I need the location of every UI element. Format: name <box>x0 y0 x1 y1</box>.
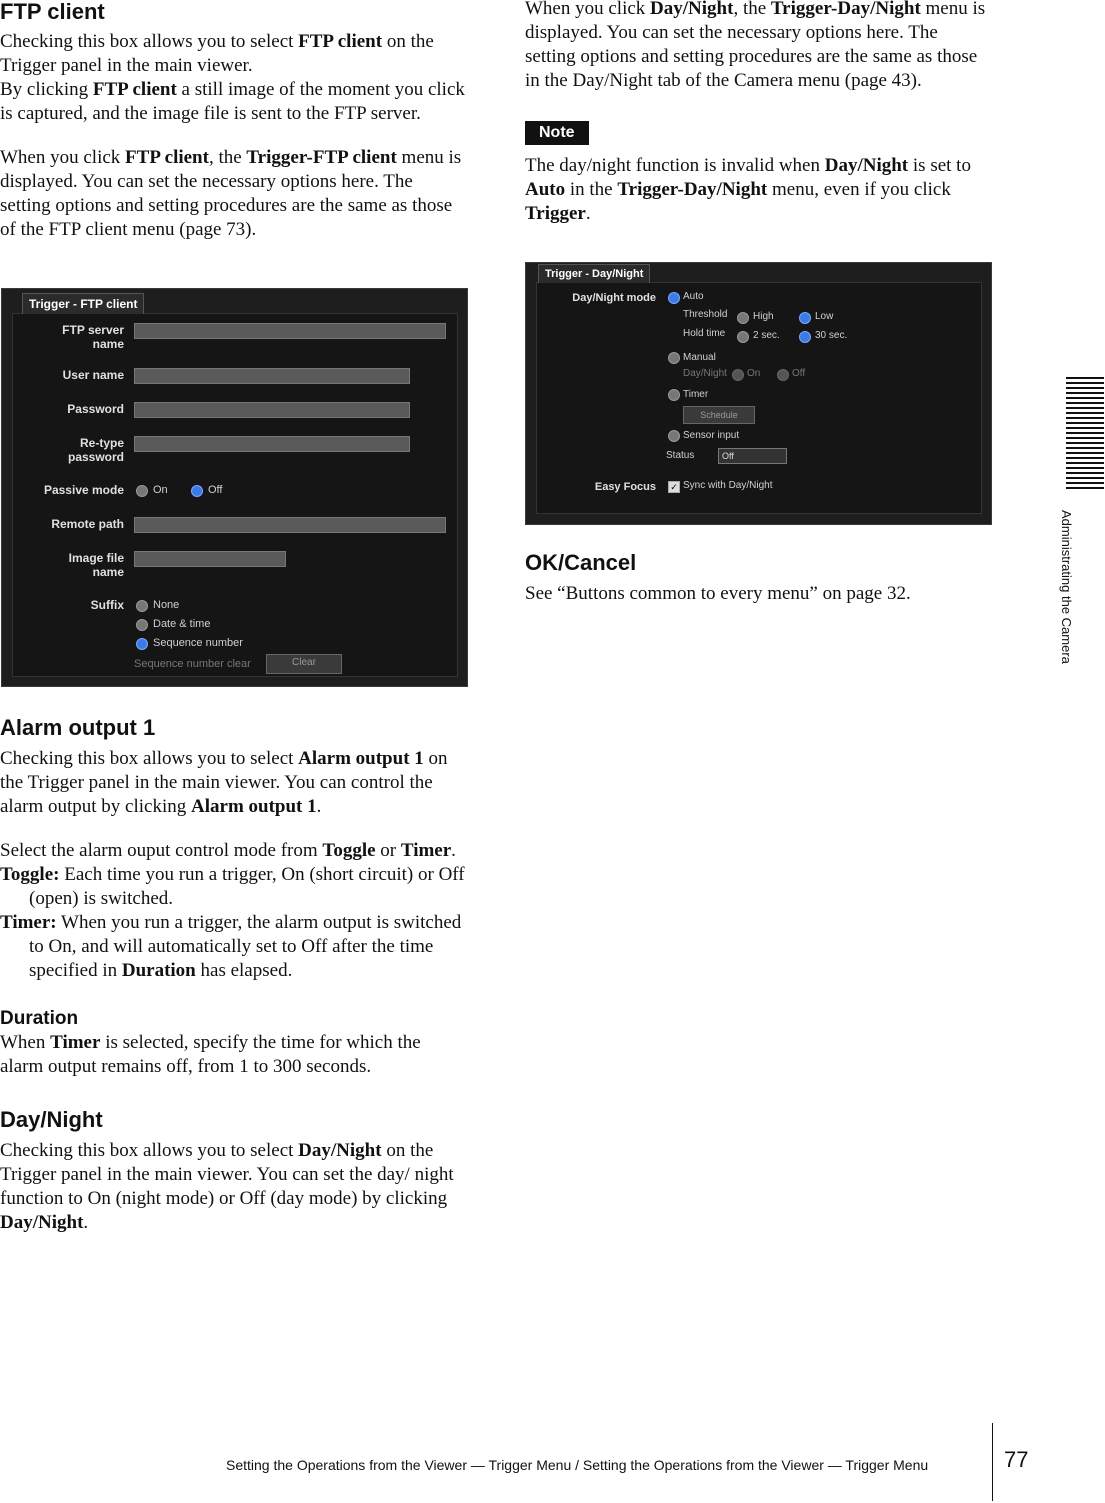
footer-divider <box>992 1423 993 1501</box>
passive-on-label: On <box>153 484 168 496</box>
threshold-low-label: Low <box>815 311 834 322</box>
sync-checkbox[interactable]: ✓ <box>668 481 680 493</box>
dn-intro-paragraph: When you click Day/Night, the Trigger-Day/Night menu is displayed. You can set the necessary options here. The setting options and setting procedures are the same as those in the Day/Night tab of the Camera menu (page 43). <box>525 0 986 91</box>
passive-mode-label: Passive mode <box>43 483 124 497</box>
suffix-label: Suffix <box>90 598 124 612</box>
remote-path-field[interactable] <box>134 517 446 533</box>
status-field: Off <box>718 448 787 464</box>
footer-breadcrumb: Setting the Operations from the Viewer — Trigger Menu / Setting the Operations from the Viewer — Trigger Menu <box>226 1457 929 1473</box>
passive-on-radio[interactable] <box>136 485 148 497</box>
ftp-server-label: FTP server name <box>62 323 124 351</box>
duration-heading: Duration <box>0 1008 79 1029</box>
ftp-panel-tab[interactable]: Trigger - FTP client <box>22 293 144 314</box>
ftp-paragraph-1: Checking this box allows you to select FTP client on the Trigger panel in the main viewer. <box>0 31 434 76</box>
suffix-sequence-label: Sequence number <box>153 637 243 649</box>
auto-label: Auto <box>683 291 704 302</box>
right-column-lower <box>525 550 993 606</box>
manual-label: Manual <box>683 352 716 363</box>
image-file-name-field[interactable] <box>134 551 286 567</box>
passive-off-label: Off <box>208 484 223 496</box>
timer-label: Timer <box>683 389 709 400</box>
suffix-date-radio[interactable] <box>136 619 148 631</box>
auto-radio[interactable] <box>668 292 680 304</box>
threshold-label: Threshold <box>683 309 728 320</box>
sequence-clear-label: Sequence number clear <box>134 658 251 670</box>
suffix-none-label: None <box>153 599 180 611</box>
status-label: Status <box>666 450 695 461</box>
ok-cancel-paragraph: See “Buttons common to every menu” on page 32. <box>525 583 911 604</box>
threshold-high-radio[interactable] <box>737 312 749 324</box>
ftp-paragraph-3: When you click FTP client, the Trigger-FTP client menu is displayed. You can set the necessary options here. The setting options and setting procedures are the same as those of the FTP client menu (page 73). <box>0 147 462 240</box>
alarm-paragraph-2: Select the alarm ouput control mode from Toggle or Timer. <box>0 840 456 861</box>
easy-focus-label: Easy Focus <box>594 481 656 493</box>
sensor-input-radio[interactable] <box>668 430 680 442</box>
day-night-paragraph: Checking this box allows you to select Day/Night on the Trigger panel in the main viewer. You can set the day/ night function to On (night mode) or Off (day mode) by clicking Day/Night. <box>0 1140 454 1233</box>
clear-button[interactable]: Clear <box>266 654 342 674</box>
sensor-input-label: Sensor input <box>683 430 740 441</box>
note-badge: Note <box>525 120 993 145</box>
manual-on-radio[interactable] <box>732 369 744 381</box>
remote-path-label: Remote path <box>51 517 124 531</box>
day-night-heading: Day/Night <box>0 1107 103 1132</box>
page-number: 77 <box>1004 1447 1029 1472</box>
note-paragraph: The day/night function is invalid when Day/Night is set to Auto in the Trigger-Day/Night menu, even if you click Trigger. <box>525 155 971 224</box>
alarm-paragraph-1: Checking this box allows you to select Alarm output 1 on the Trigger panel in the main viewer. You can control the alarm output by clicking Alarm output 1. <box>0 748 448 817</box>
alarm-output-heading: Alarm output 1 <box>0 715 156 740</box>
right-column <box>525 0 993 226</box>
passive-off-radio[interactable] <box>191 485 203 497</box>
ftp-client-heading: FTP client <box>0 0 105 24</box>
timer-definition: Timer: When you run a trigger, the alarm output is switched to On, and will automatically set to Off after the time specified in Duration has elapsed. <box>0 912 462 981</box>
manual-daynight-label: Day/Night <box>683 368 727 379</box>
hold-2sec-radio[interactable] <box>737 331 749 343</box>
ftp-paragraph-2: By clicking FTP client a still image of the moment you click is captured, and the image file is sent to the FTP server. <box>0 79 465 124</box>
dn-panel-tab[interactable]: Trigger - Day/Night <box>538 264 650 283</box>
user-name-label: User name <box>62 368 124 382</box>
retype-password-label: Re-type password <box>67 436 124 464</box>
retype-password-field[interactable] <box>134 436 410 452</box>
manual-off-radio[interactable] <box>777 369 789 381</box>
user-name-field[interactable] <box>134 368 410 384</box>
manual-off-label: Off <box>792 368 806 379</box>
timer-radio[interactable] <box>668 389 680 401</box>
side-tab-label: Administrating the Camera <box>1059 510 1074 664</box>
sync-label: Sync with Day/Night <box>683 480 773 491</box>
side-tab-marker <box>1066 377 1104 492</box>
hold-2sec-label: 2 sec. <box>753 330 780 341</box>
hold-30sec-label: 30 sec. <box>815 330 848 341</box>
hold-30sec-radio[interactable] <box>799 331 811 343</box>
password-label: Password <box>67 402 124 416</box>
toggle-definition: Toggle: Each time you run a trigger, On (short circuit) or Off (open) is switched. <box>0 864 465 909</box>
duration-paragraph: When Timer is selected, specify the time for which the alarm output remains off, from 1 to 300 seconds. <box>0 1032 421 1077</box>
left-column-lower <box>0 715 466 1235</box>
manual-radio[interactable] <box>668 352 680 364</box>
suffix-none-radio[interactable] <box>136 600 148 612</box>
dn-mode-label: Day/Night mode <box>572 292 656 304</box>
ftp-client-screenshot <box>1 288 468 687</box>
ok-cancel-heading: OK/Cancel <box>525 550 637 575</box>
password-field[interactable] <box>134 402 410 418</box>
threshold-low-radio[interactable] <box>799 312 811 324</box>
suffix-sequence-radio[interactable] <box>136 638 148 650</box>
image-file-name-label: Image file name <box>68 551 124 579</box>
hold-time-label: Hold time <box>683 328 726 339</box>
threshold-high-label: High <box>753 311 774 322</box>
day-night-screenshot <box>525 262 992 525</box>
suffix-date-label: Date & time <box>153 618 211 630</box>
left-column <box>0 0 466 242</box>
schedule-button[interactable]: Schedule <box>683 406 755 424</box>
ftp-server-field[interactable] <box>134 323 446 339</box>
manual-on-label: On <box>747 368 761 379</box>
